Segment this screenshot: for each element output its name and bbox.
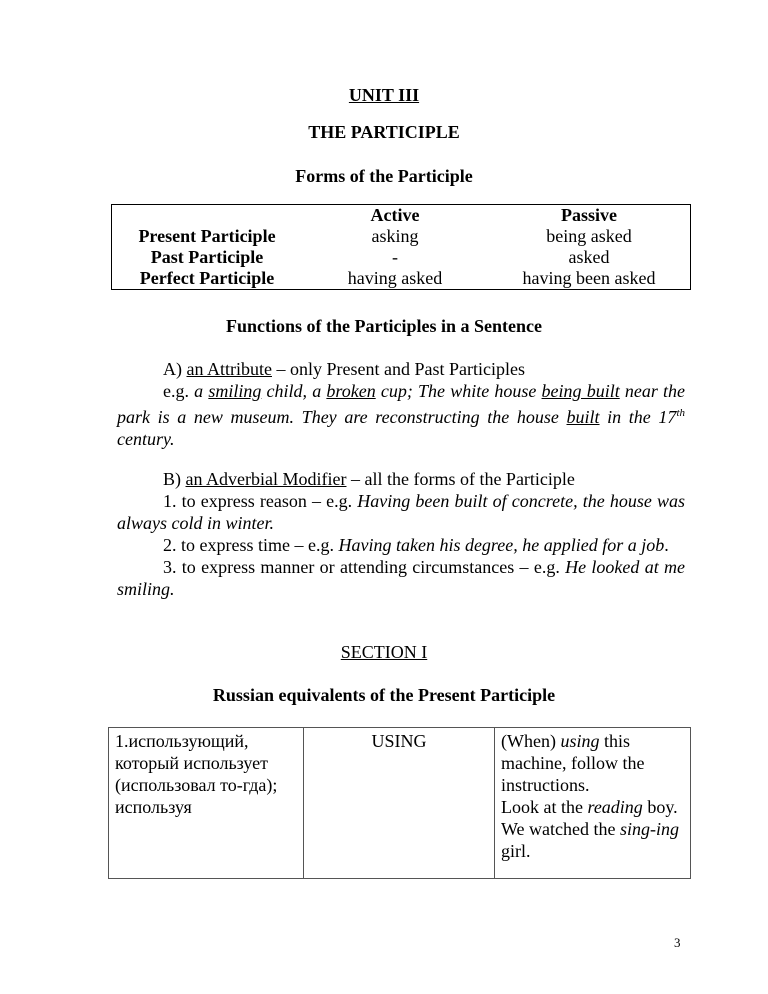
example-text: Look at the bbox=[501, 797, 583, 817]
table-cell bbox=[112, 205, 303, 227]
example-text: a bbox=[194, 381, 204, 401]
example-underlined: built bbox=[566, 407, 600, 427]
forms-table bbox=[111, 204, 691, 290]
example-text: (When) bbox=[501, 731, 556, 751]
english-form-cell: USING bbox=[304, 728, 495, 879]
example-italic: sing-ing bbox=[620, 819, 680, 839]
equivalents-table bbox=[108, 727, 691, 879]
adverbial-desc: – all the forms of the Participle bbox=[350, 469, 575, 489]
reason-item bbox=[117, 490, 685, 534]
table-cell: Past Participle bbox=[150, 247, 264, 267]
example-text: Having taken his degree, he applied for a job bbox=[338, 535, 665, 555]
example-3 bbox=[501, 818, 684, 862]
table-cell: asking bbox=[371, 226, 419, 246]
attribute-desc: – only Present and Past Participles bbox=[276, 359, 525, 379]
table-cell: Present Participle bbox=[138, 226, 276, 246]
table-header-passive: Passive bbox=[561, 205, 617, 225]
page-number: 3 bbox=[674, 935, 681, 950]
example-text: child, a bbox=[266, 381, 322, 401]
superscript: th bbox=[676, 407, 685, 419]
example-text: girl. bbox=[501, 841, 531, 861]
attribute-paragraph bbox=[117, 358, 685, 450]
examples-cell bbox=[495, 728, 691, 879]
page-title: THE PARTICIPLE bbox=[308, 122, 460, 142]
table-row bbox=[112, 226, 691, 247]
functions-heading: Functions of the Participles in a Sentence bbox=[226, 316, 542, 336]
example-text: century. bbox=[117, 429, 175, 449]
table-row bbox=[112, 205, 691, 227]
table-cell: asked bbox=[568, 247, 610, 267]
example-1 bbox=[501, 730, 684, 796]
forms-heading: Forms of the Participle bbox=[295, 166, 473, 186]
item-text: 3. to express manner or attending circumstances – e.g. bbox=[163, 557, 560, 577]
example-underlined: smiling bbox=[208, 381, 262, 401]
table-cell: having asked bbox=[347, 268, 443, 288]
label-a: A) bbox=[163, 359, 182, 379]
example-text: in the 17 bbox=[607, 407, 677, 427]
table-row bbox=[109, 728, 691, 879]
example-2 bbox=[501, 796, 684, 818]
unit-title: UNIT III bbox=[348, 85, 420, 105]
russian-equivalents-cell: 1.использующий, который использует (использовал то-гда); используя bbox=[109, 728, 304, 879]
table-cell: Perfect Participle bbox=[139, 268, 275, 288]
section-heading: Russian equivalents of the Present Participle bbox=[212, 685, 556, 705]
time-item bbox=[117, 534, 685, 556]
item-text: 2. to express time – e.g. bbox=[163, 535, 334, 555]
example-underlined: being built bbox=[541, 381, 620, 401]
example-text: We watched the bbox=[501, 819, 616, 839]
adverbial-paragraph bbox=[117, 468, 685, 600]
attribute-term: an Attribute bbox=[186, 359, 272, 379]
attribute-line bbox=[117, 358, 685, 380]
eg-label: e.g. bbox=[163, 381, 189, 401]
example-text: boy. bbox=[647, 797, 678, 817]
example-italic: reading bbox=[587, 797, 643, 817]
table-row bbox=[112, 247, 691, 268]
table-cell: having been asked bbox=[522, 268, 656, 288]
example-underlined: broken bbox=[326, 381, 376, 401]
example-text: Having been built of concrete, the house was always cold in winter. bbox=[117, 491, 686, 533]
manner-item bbox=[117, 556, 685, 600]
example-text: this machine, follow the instructions. bbox=[501, 731, 645, 795]
example-italic: using bbox=[560, 731, 600, 751]
attribute-example bbox=[117, 380, 685, 450]
item-text: 1. to express reason – e.g. bbox=[163, 491, 353, 511]
table-row bbox=[112, 268, 691, 290]
example-text: near the park is a new museum. They are reconstructing the house bbox=[117, 381, 686, 427]
example-text: He looked at me smiling. bbox=[117, 557, 685, 599]
section-title: SECTION I bbox=[340, 642, 428, 662]
table-cell: - bbox=[392, 247, 398, 267]
punctuation: . bbox=[664, 535, 669, 555]
example-text: cup; The white house bbox=[380, 381, 537, 401]
adverbial-term: an Adverbial Modifier bbox=[185, 469, 347, 489]
table-header-active: Active bbox=[370, 205, 420, 225]
label-b: B) bbox=[163, 469, 181, 489]
table-cell: being asked bbox=[546, 226, 632, 246]
adverbial-line bbox=[117, 468, 685, 490]
